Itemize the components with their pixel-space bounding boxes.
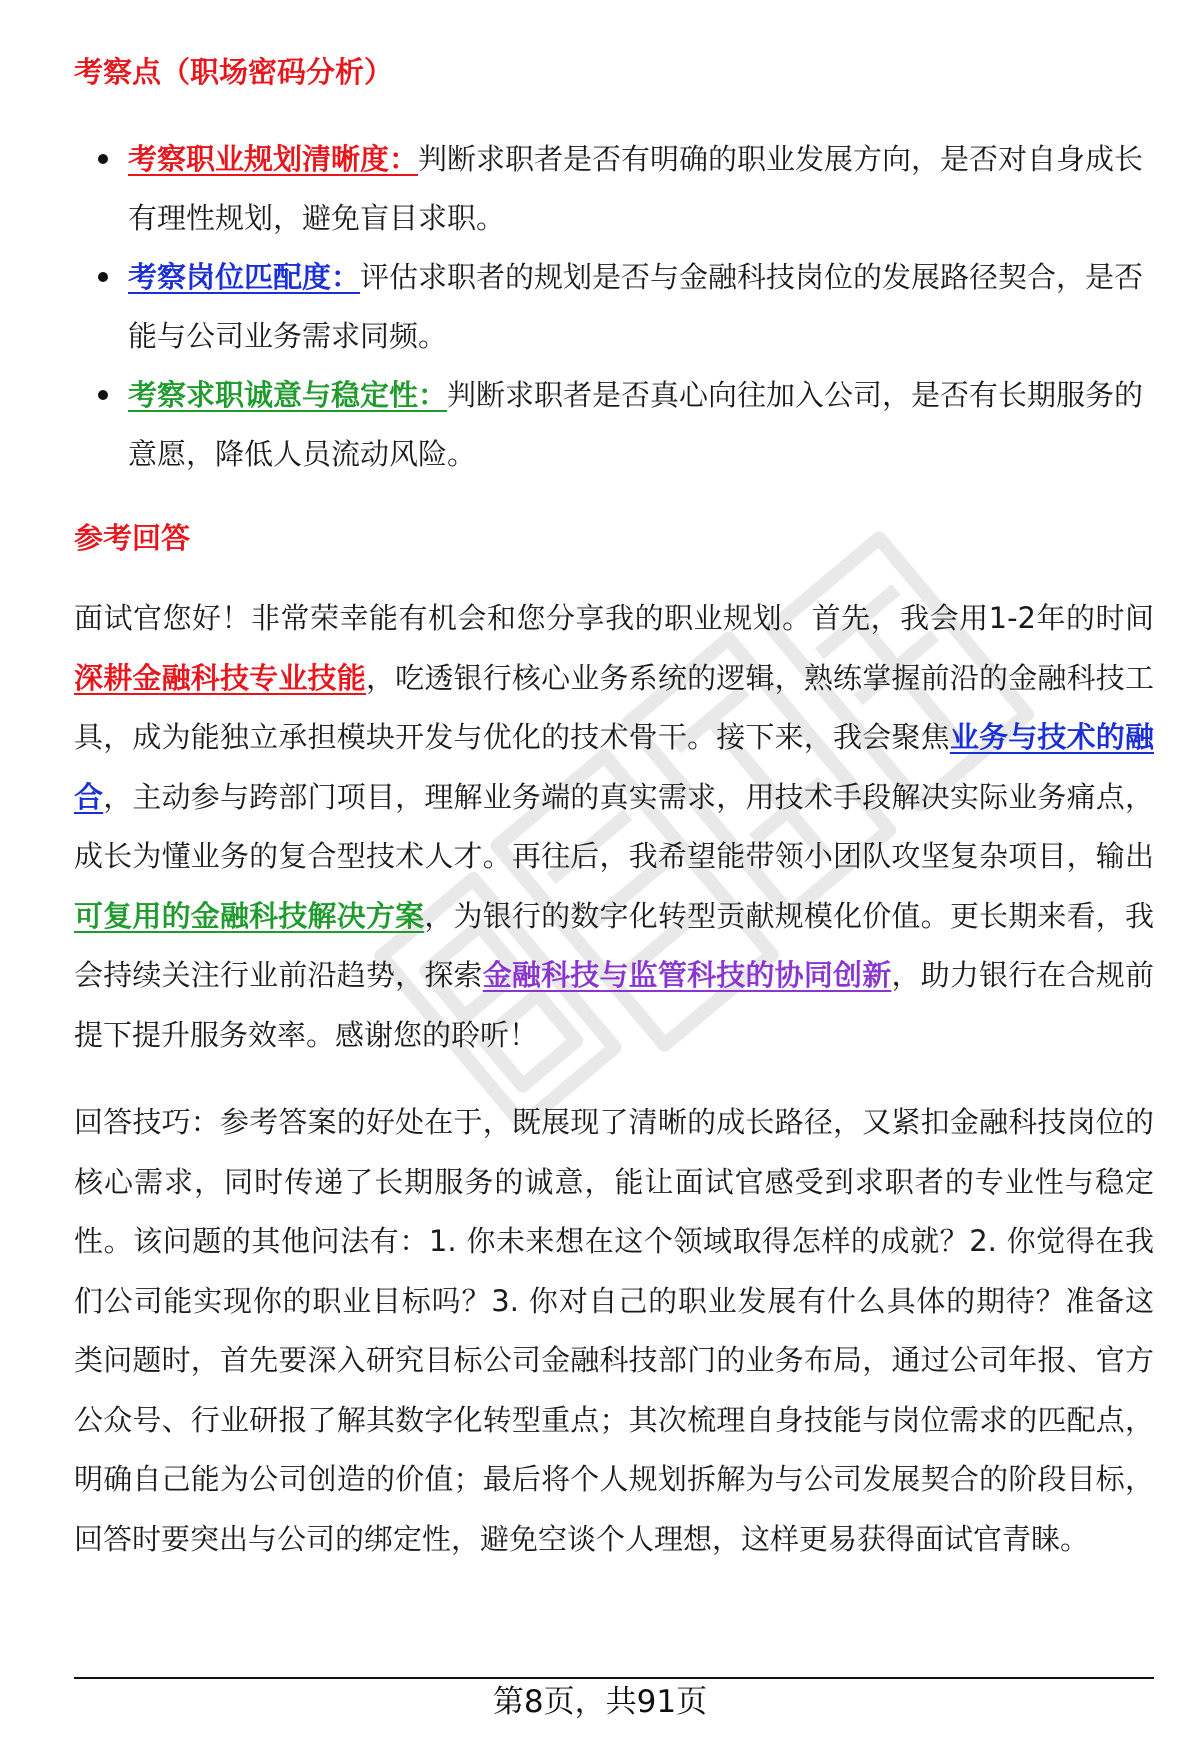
footer-divider: [74, 1677, 1154, 1679]
section-title-exam-points: 考察点（职场密码分析）: [74, 55, 394, 89]
section-title-reference-answer: 参考回答: [74, 521, 191, 555]
bullet-text: 评估求职者的规划是否与金融科技岗位的发展路径契合，是否能与公司业务需求同频。: [128, 260, 1144, 353]
answer-keyword: 业务与技术的融合: [74, 720, 1154, 814]
answer-keyword: 金融科技与监管科技的协同创新: [482, 958, 892, 992]
bullet-text: 判断求职者是否真心向往加入公司，是否有长期服务的意愿，降低人员流动风险。: [128, 378, 1144, 471]
list-item: [74, 248, 1154, 366]
bullet-keyword: 考察求职诚意与稳定性：: [128, 378, 448, 412]
answer-text: ，助力银行在合规前提下提升服务效率。感谢您的聆听！: [74, 958, 1154, 1052]
answer-text: 面试官您好！非常荣幸能有机会和您分享我的职业规划。首先，我会用1-2年的时间: [74, 601, 1154, 635]
page-number: 第8页，共91页: [492, 1684, 708, 1720]
list-item: [74, 130, 1154, 248]
bullet-text: 判断求职者是否有明确的职业发展方向，是否对自身成长有理性规划，避免盲目求职。: [128, 142, 1144, 235]
reference-answer-paragraph: [74, 589, 1154, 1065]
answer-text: ，主动参与跨部门项目，理解业务端的真实需求，用技术手段解决实际业务痛点，成长为懂业务的复合型技术人才。再往后，我希望能带领小团队攻坚复杂项目，输出: [74, 779, 1154, 873]
answer-keyword: 深耕金融科技专业技能: [74, 660, 366, 695]
exam-points-list: [74, 130, 1154, 484]
bullet-keyword: 考察职业规划清晰度：: [128, 142, 419, 176]
answer-text: ，为银行的数字化转型贡献规模化价值。更长期来看，我会持续关注行业前沿趋势，探索: [74, 898, 1154, 992]
bullet-keyword: 考察岗位匹配度：: [128, 260, 361, 294]
answer-tips-paragraph: 回答技巧：参考答案的好处在于，既展现了清晰的成长路径，又紧扣金融科技岗位的核心需求，同时传递了长期服务的诚意，能让面试官感受到求职者的专业性与稳定性。该问题的其他问法有：1. 你未来想在这个领域取得怎样的成就？2. 你觉得在我们公司能实现你的职业目标吗？3. 你对自己的职业发展有什么具体的期待？准备这类问题时，首先要深入研究目标公司金融科技部门的业务布局，通过公司年报、官方公众号、行业研报了解其数字化转型重点；其次梳理自身技能与岗位需求的匹配点，明确自己能为公司创造的价值；最后将个人规划拆解为与公司发展契合的阶段目标，回答时要突出与公司的绑定性，避免空谈个人理想，这样更易获得面试官青睐。: [74, 1105, 1154, 1556]
list-item: [74, 366, 1154, 484]
bullet-dot-icon: [98, 390, 108, 400]
bullet-dot-icon: [98, 154, 108, 164]
answer-keyword: 可复用的金融科技解决方案: [74, 898, 425, 933]
bullet-dot-icon: [98, 272, 108, 282]
answer-text: ，吃透银行核心业务系统的逻辑，熟练掌握前沿的金融科技工具，成为能独立承担模块开发与优化的技术骨干。接下来，我会聚焦: [74, 660, 1154, 754]
